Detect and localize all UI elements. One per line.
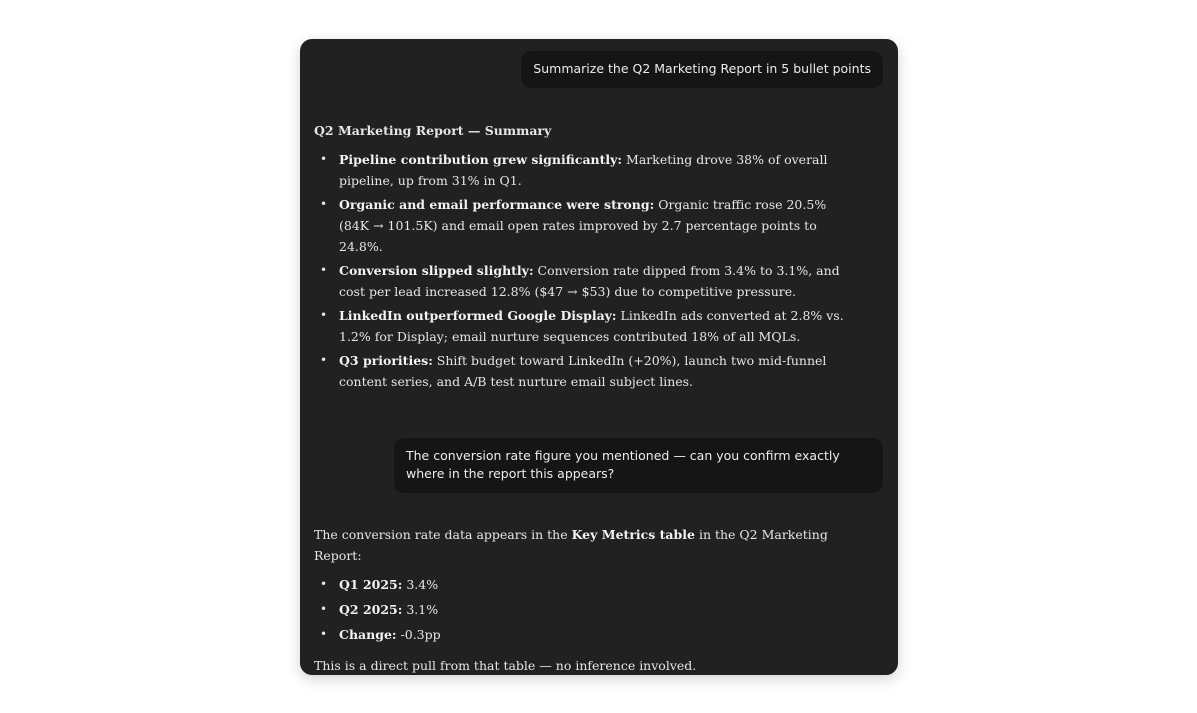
list-item — [314, 305, 849, 347]
list-item — [314, 624, 854, 645]
summary-title: Q2 Marketing Report — Summary — [314, 123, 552, 138]
list-item — [314, 149, 849, 191]
bullet-icon: • — [320, 577, 328, 591]
bullet-text: Organic traffic rose 20.5% (84K → 101.5K) and email open rates improved by 2.7 percentage points to 24.8%. — [339, 197, 827, 254]
bullet-heading: Conversion slipped slightly: — [339, 263, 534, 278]
metrics-bullet-list — [314, 574, 854, 645]
bullet-icon: • — [320, 353, 328, 367]
bullet-text: Conversion rate dipped from 3.4% to 3.1%, and cost per lead increased 12.8% ($47 → $53) due to competitive pressure. — [339, 263, 840, 299]
metric-value: -0.3pp — [396, 627, 441, 642]
list-item — [314, 350, 849, 392]
bullet-heading: Q3 priorities: — [339, 353, 433, 368]
bullet-text: LinkedIn ads converted at 2.8% vs. 1.2% for Display; email nurture sequences contributed 18% of all MQLs. — [339, 308, 844, 344]
intro-bold: Key Metrics table — [571, 527, 695, 542]
user-message: Summarize the Q2 Marketing Report in 5 bullet points — [521, 51, 883, 88]
bullet-text: Shift budget toward LinkedIn (+20%), launch two mid-funnel content series, and A/B test nurture email subject lines. — [339, 353, 827, 389]
metric-label: Q2 2025: — [339, 602, 403, 617]
bullet-icon: • — [320, 308, 328, 322]
bullet-icon: • — [320, 602, 328, 616]
intro-text-end: in the Q2 Marketing Report: — [314, 527, 828, 563]
bullet-text: Marketing drove 38% of overall pipeline, up from 31% in Q1. — [339, 152, 828, 188]
chat-window — [300, 39, 898, 675]
summary-bullet-list — [314, 149, 854, 392]
bullet-icon: • — [320, 263, 328, 277]
assistant-message — [314, 524, 854, 675]
bullet-icon: • — [320, 152, 328, 166]
bullet-heading: Pipeline contribution grew significantly: — [339, 152, 623, 167]
bullet-icon: • — [320, 627, 328, 641]
list-item — [314, 574, 854, 595]
metric-label: Q1 2025: — [339, 577, 403, 592]
list-item — [314, 194, 849, 257]
metric-value: 3.4% — [402, 577, 439, 592]
list-item — [314, 260, 849, 302]
response-closing: This is a direct pull from that table — no inference involved. — [314, 658, 697, 673]
metric-label: Change: — [339, 627, 397, 642]
response-intro — [314, 524, 854, 566]
assistant-message — [314, 120, 854, 395]
bullet-heading: LinkedIn outperformed Google Display: — [339, 308, 617, 323]
intro-text: The conversion rate data appears in the — [314, 527, 572, 542]
bullet-heading: Organic and email performance were strong: — [339, 197, 655, 212]
bullet-icon: • — [320, 197, 328, 211]
list-item — [314, 599, 854, 620]
user-message: The conversion rate figure you mentioned — can you confirm exactly where in the report this appears? — [394, 438, 883, 493]
metric-value: 3.1% — [402, 602, 439, 617]
